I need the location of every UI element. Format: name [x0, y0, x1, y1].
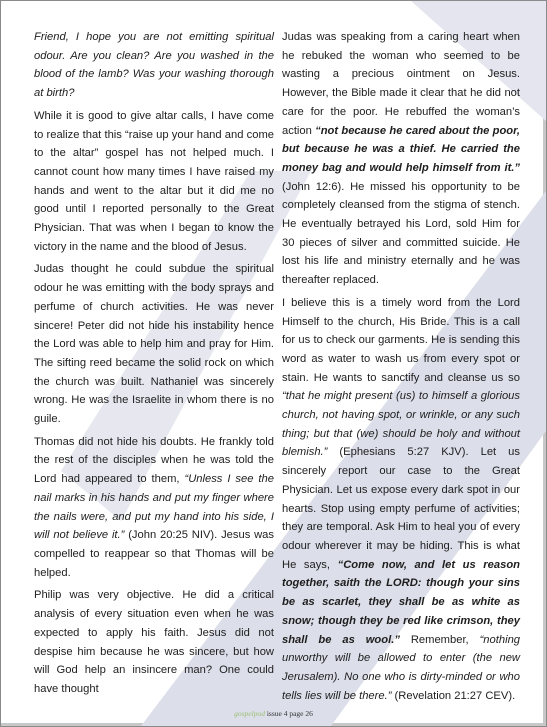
paragraph: [34, 28, 274, 103]
text: (John 12:6). He missed his opportunity to be completely cleansed from the stigma of stench. He eventually betrayed his Lord, sold Him for 30 pieces of silver and committed suicide. He lost his life and ministry eternally and he was thereafter replaced.: [282, 180, 520, 287]
text: Remember,: [399, 633, 480, 646]
text: (John 20:25 NIV). Jesus was compelled to reappear so that Thomas will be helped.: [34, 529, 274, 579]
page-footer: [1, 709, 546, 718]
paragraph: [282, 294, 520, 705]
scripture-quote: “Unless I see the nail marks in his hands and put my finger where the nails were, and put my hand into his side, I will not believe it.”: [34, 473, 274, 542]
scripture-quote: “not because he cared about the poor, but because he was a thief. He carried the money bag and would help himself from it.”: [282, 124, 520, 174]
paragraph: [282, 28, 520, 290]
brand-name: gospelpod: [234, 709, 265, 718]
right-column: [282, 28, 520, 705]
text: (Ephesians 5:27 KJV). Let us sincerely report our case to the Great Physician. Let us expose every dark spot in our hearts. Stop using empty perfume of activities; they are temporal. Ask Him to heal you of every odour wherever it may be hiding. This is what He says,: [282, 446, 520, 571]
paragraph: Judas thought he could subdue the spiritual odour he was emitting with the body sprays and perfume of church activities. He was never sincere! Peter did not hide his instability hence the Lord was able to help him and pray for Him. The sifting reed became the solid rock on which the church was built. Nathaniel was sincerely wrong. He was the Israelite in whom there is no guile.: [34, 263, 274, 426]
scripture-quote: “that he might present (us) to himself a glorious church, not having spot, or wrinkle, or any such thing; but that (we) should be holy and without blemish.”: [282, 390, 520, 459]
issue-number: issue 4: [266, 709, 288, 718]
text: Thomas did not hide his doubts. He frankly told the rest of the disciples when he was told the Lord had appeared to them,: [34, 435, 274, 486]
page-number: page 26: [289, 709, 313, 718]
paragraph: [34, 433, 274, 583]
text: Judas was speaking from a caring heart when he rebuked the woman who seemed to be wasting a precious ointment on Jesus. However, the Bible made it clear that he did not care for the poor. He rebuffed the woman’s action: [282, 31, 520, 137]
italic-text: Friend, I hope you are not emitting spiritual odour. Are you clean? Are you washed in the blood of the lamb? Was your washing thorough at birth?: [34, 31, 274, 100]
text: (Revelation 21:27 CEV).: [391, 689, 516, 702]
scripture-quote: “nothing unworthy will be allowed to enter (the new Jerusalem). No one who is dirty-minded or who tells lies will be there.”: [282, 633, 521, 702]
left-column: [34, 28, 274, 699]
paragraph: Philip was very objective. He did a critical analysis of every situation even when he was expected to apply his faith. Jesus did not despise him because he was sincere, but how will God help an insincere man? One could have thought: [34, 589, 274, 695]
paragraph: While it is good to give altar calls, I have come to realize that this “raise up your hand and come to the altar” gospel has not helped much. I cannot count how many times I have raised my hands and went to the altar but it did me no good until I reported personally to the Great Physician. That was when I began to know the victory in the name and the blood of Jesus.: [34, 109, 274, 253]
text: I believe this is a timely word from the Lord Himself to the church, His Bride. This is a call for us to check our garments. He is sending this word as water to wash us from every spot or stain. He wants to sanctify and cleanse us so: [282, 296, 520, 384]
scripture-quote: “Come now, and let us reason together, saith the LORD: though your sins be as scarlet, they shall be as white as snow; though they be red like crimson, they shall be as wool.”: [282, 558, 520, 646]
